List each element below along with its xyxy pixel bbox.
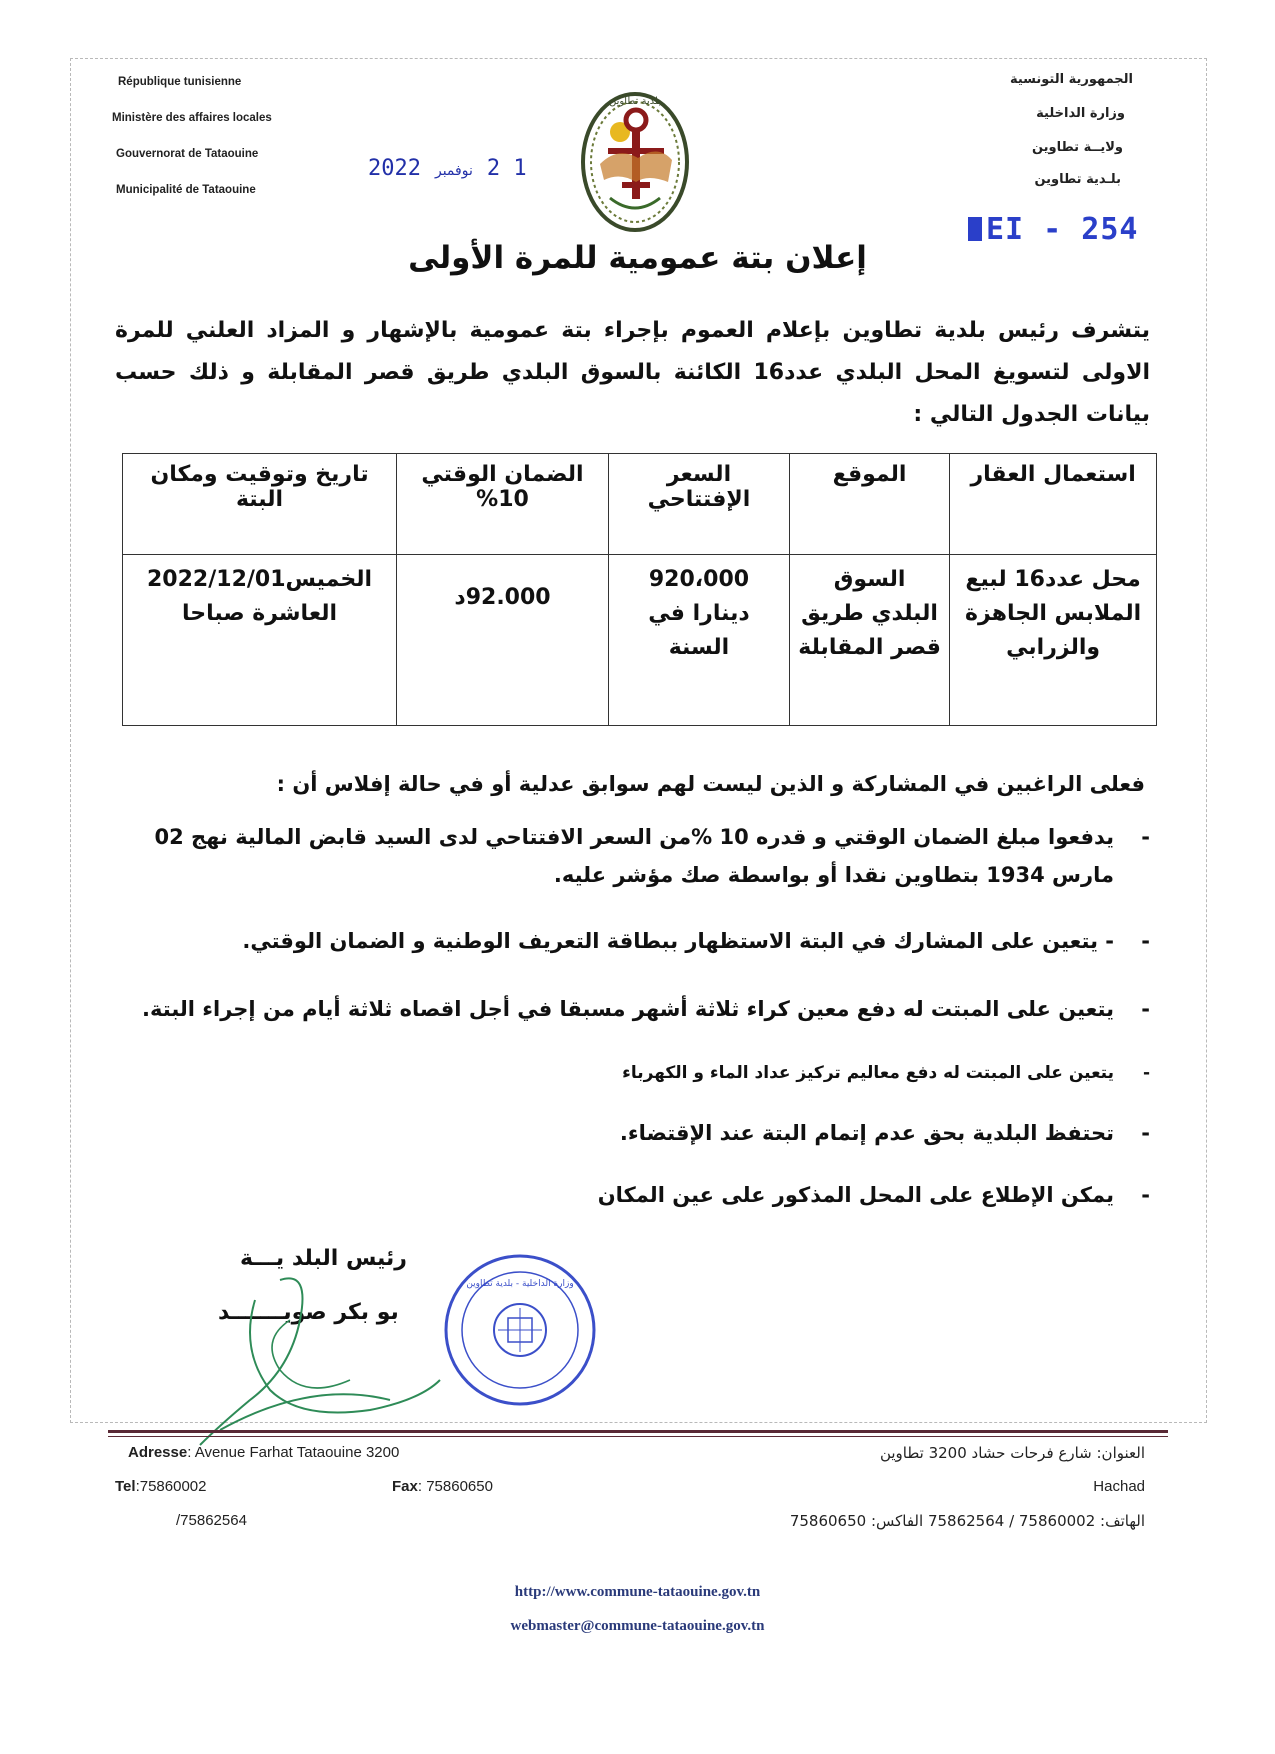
footer-website-link[interactable]: http://www.commune-tataouine.gov.tn (514, 1584, 761, 1600)
conditions-list (100, 818, 1160, 1234)
cell-deposit: 92.000د (397, 555, 609, 726)
header-fr-line-2: Ministère des affaires locales (112, 112, 272, 124)
signatory-title: رئيس البلد يـــة (240, 1246, 407, 1271)
date-year: 2022 (368, 156, 421, 181)
date-month: نوفمبر (434, 163, 473, 179)
bid-table (122, 453, 1157, 726)
col-date-time-place: تاريخ وتوقيت ومكان البتة (123, 454, 397, 555)
announcement-intro: يتشرف رئيس بلدية تطاوين بإعلام العموم بإجراء بتة عمومية بالإشهار و المزاد العلني للمرة الاولى لتسويغ المحل البلدي عدد16 الكائنة بالسوق البلدي طريق قصر المقابلة و ذلك حسب بيانات الجدول التالي : (115, 318, 1151, 427)
municipality-logo (578, 86, 692, 234)
header-ar-line-4: بلـدية تطاوين (1034, 172, 1121, 187)
footer-fax: Fax: 75860650 (392, 1478, 493, 1495)
footer-divider (108, 1430, 1168, 1433)
footer-email-link[interactable]: webmaster@commune-tataouine.gov.tn (510, 1618, 765, 1634)
footer-address: Adresse: Avenue Farhat Tataouine 3200 (128, 1444, 400, 1461)
handwritten-signature (160, 1260, 460, 1450)
footer-tel: Tel:75860002 (115, 1478, 207, 1495)
announcement-title: إعلان بتة عمومية للمرة الأولى (408, 240, 867, 276)
footer-tel-2: /75862564 (176, 1512, 247, 1529)
stamp-text: وزارة الداخلية - بلدية تطاوين (466, 1279, 574, 1289)
col-deposit: الضمان الوقتي 10% (397, 454, 609, 555)
condition-item: - يتعين على المبتت له دفع معين كراء ثلاثة أشهر مسبقا في أجل اقصاه ثلاثة أيام من إجراء البتة. (100, 990, 1160, 1028)
signatory-name: بو بكر صويـــــــد (218, 1300, 399, 1325)
header-ar-line-2: وزارة الداخلية (1036, 106, 1125, 121)
official-stamp (440, 1250, 600, 1410)
logo-text: بلدية تطاوين (609, 96, 661, 107)
cell-property-use: محل عدد16 لبيع الملابس الجاهزة والزرابي (950, 555, 1157, 726)
table-row (123, 555, 1157, 726)
reference-number: EI - 254 (968, 212, 1139, 247)
header-fr-line-1: République tunisienne (118, 76, 242, 88)
col-location: الموقع (789, 454, 949, 555)
col-opening-price: السعر الإفتتاحي (609, 454, 790, 555)
condition-item: - تحتفظ البلدية بحق عدم إتمام البتة عند الإقتضاء. (100, 1114, 1160, 1152)
footer-ar-phone: الهاتف: 75860002 / 75862564 الفاكس: 75860650 (789, 1512, 1145, 1530)
condition-item: - يدفعوا مبلغ الضمان الوقتي و قدره 10 %من السعر الافتتاحي لدى السيد قابض المالية نهج 02 مارس 1934 بتطاوين نقدا أو بواسطة صك مؤشر عليه. (100, 818, 1160, 894)
header-ar-line-3: ولايــة تطاوين (1031, 140, 1123, 155)
date-day: 2 1 (486, 156, 527, 181)
header-ar-line-1: الجمهورية التونسية (1009, 72, 1133, 87)
condition-item: - - يتعين على المشارك في البتة الاستظهار ببطاقة التعريف الوطنية و الضمان الوقتي. (100, 922, 1160, 960)
footer-divider-thin (108, 1436, 1168, 1437)
footer-ar-address: العنوان: شارع فرحات حشاد 3200 تطاوين (879, 1444, 1145, 1462)
condition-item: - يتعين على المبتت له دفع معاليم تركيز عداد الماء و الكهرباء (100, 1054, 1160, 1092)
footer-ar-hachad: Hachad (1093, 1478, 1145, 1495)
header-fr-line-3: Gouvernorat de Tataouine (116, 148, 259, 160)
table-header-row (123, 454, 1157, 555)
cell-date-time: الخميس2022/12/01 العاشرة صباحا (123, 555, 397, 726)
conditions-lead: فعلى الراغبين في المشاركة و الذين ليست لهم سوابق عدلية أو في حالة إفلاس أن : (276, 772, 1145, 796)
col-property-use: استعمال العقار (950, 454, 1157, 555)
header-fr-line-4: Municipalité de Tataouine (116, 184, 256, 196)
cell-opening-price: 920،000 دينارا في السنة (609, 555, 790, 726)
condition-item: - يمكن الإطلاع على المحل المذكور على عين المكان (100, 1176, 1160, 1214)
date-stamp (368, 156, 527, 181)
cell-location: السوق البلدي طريق قصر المقابلة (789, 555, 949, 726)
